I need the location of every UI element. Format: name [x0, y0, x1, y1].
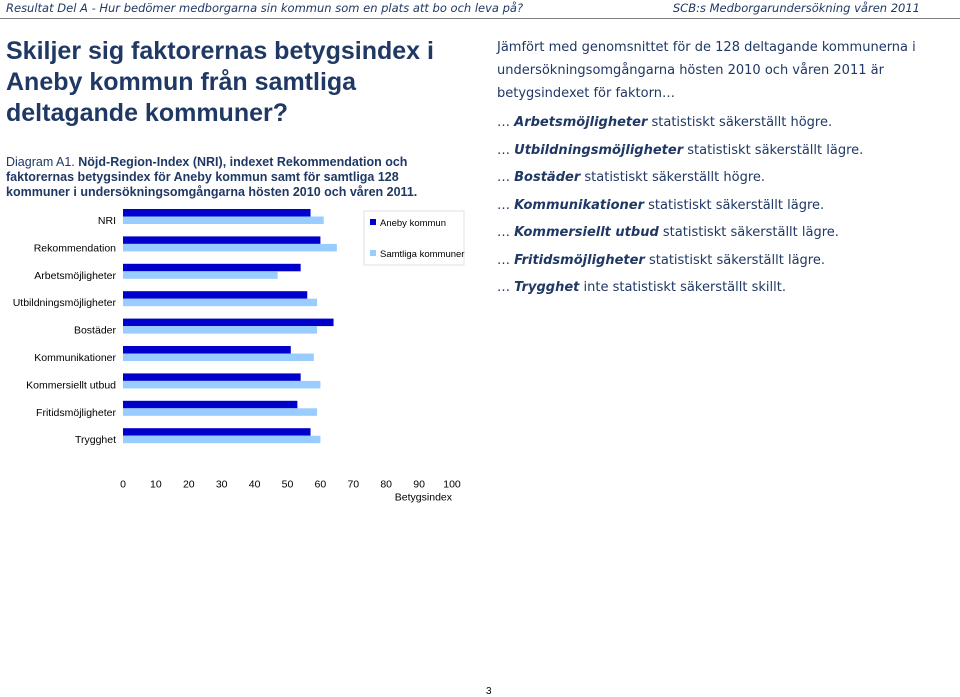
finding-text: statistiskt säkerställt lägre.: [658, 225, 839, 240]
bar-samtliga: [123, 271, 278, 279]
page-title: Skiljer sig faktorernas betygsindex i Aneby kommun från samtliga deltagande kommuner?: [6, 37, 434, 127]
finding-prefix: …: [497, 170, 515, 185]
x-tick-label: 80: [380, 478, 393, 491]
finding-term: Arbetsmöjligheter: [514, 115, 648, 130]
category-label: Fritidsmöjligheter: [36, 406, 116, 419]
bar-aneby: [123, 428, 311, 436]
legend-swatch: [370, 250, 376, 256]
x-tick-label: 30: [215, 478, 228, 491]
bar-samtliga: [123, 244, 337, 252]
x-tick-label: 40: [248, 478, 261, 491]
finding-text: statistiskt säkerställt lägre.: [644, 252, 825, 268]
bar-aneby: [123, 236, 320, 244]
bar-samtliga: [123, 217, 324, 225]
bar-samtliga: [123, 408, 317, 416]
x-axis-label: Betygsindex: [394, 491, 452, 504]
finding-item: [497, 278, 942, 298]
bar-samtliga: [123, 381, 320, 389]
x-tick-label: 70: [347, 478, 360, 491]
chart-caption: [6, 155, 456, 200]
category-label: Rekommendation: [33, 242, 116, 255]
category-label: Arbetsmöjligheter: [34, 269, 116, 282]
bar-samtliga: [123, 436, 320, 444]
finding-item: [497, 251, 942, 271]
finding-prefix: …: [497, 142, 515, 158]
category-label: Trygghet: [74, 434, 116, 447]
finding-term: Trygghet: [514, 280, 580, 295]
legend-swatch: [370, 219, 376, 225]
bar-samtliga: [123, 326, 317, 334]
finding-text: statistiskt säkerställt högre.: [580, 170, 766, 185]
category-label: Utbildningsmöjligheter: [12, 297, 116, 310]
finding-prefix: …: [497, 197, 515, 213]
bar-aneby: [123, 401, 297, 409]
x-tick-label: 50: [281, 478, 294, 491]
finding-text: inte statistiskt säkerställt skillt.: [579, 280, 786, 295]
caption-text: Nöjd-Region-Index (NRI), indexet Rekommendation och faktorernas betygsindex för Aneby kommun samt för samtliga 128 kommuner i undersökningsomgångarna hösten 2010 och våren 2011.: [6, 155, 418, 199]
bar-aneby: [123, 264, 301, 272]
finding-term: Bostäder: [514, 170, 581, 185]
bar-aneby: [123, 346, 291, 354]
finding-item: [497, 223, 942, 243]
bar-aneby: [123, 209, 311, 217]
bar-aneby: [123, 319, 334, 327]
x-tick-label: 90: [413, 478, 425, 491]
bar-samtliga: [123, 299, 317, 307]
x-tick-label: 0: [120, 478, 126, 491]
bar-aneby: [123, 373, 301, 381]
finding-term: Kommunikationer: [514, 197, 644, 213]
findings-panel: [497, 36, 942, 306]
legend-label: Aneby kommun: [380, 218, 447, 229]
finding-item: [497, 113, 942, 133]
finding-term: Utbildningsmöjligheter: [514, 142, 684, 158]
legend-label: Samtliga kommuner: [380, 249, 465, 260]
bar-aneby: [123, 291, 307, 299]
page-header: [0, 0, 960, 19]
caption-label: Diagram A1.: [6, 155, 75, 169]
finding-item: [497, 196, 942, 216]
header-left-text: Resultat Del A - Hur bedömer medborgarna sin kommun som en plats att bo och leva på?: [6, 1, 524, 15]
category-label: Kommunikationer: [34, 352, 116, 364]
finding-item: [497, 168, 942, 188]
x-tick-label: 100: [443, 478, 461, 491]
findings-list: [497, 113, 942, 298]
page-number: 3: [486, 686, 492, 697]
x-tick-label: 60: [314, 478, 327, 491]
category-label: NRI: [97, 215, 116, 227]
finding-text: statistiskt säkerställt högre.: [647, 115, 833, 130]
bar-samtliga: [123, 354, 314, 362]
x-tick-label: 10: [150, 478, 162, 491]
findings-intro: Jämfört med genomsnittet för de 128 deltagande kommunerna i undersökningsomgångarna hösten 2010 och våren 2011 är betygsindexet för faktorn…: [497, 40, 916, 101]
finding-term: Kommersiellt utbud: [514, 225, 659, 240]
finding-text: statistiskt säkerställt lägre.: [644, 197, 825, 213]
x-tick-label: 20: [182, 478, 195, 491]
finding-term: Fritidsmöjligheter: [514, 252, 645, 268]
category-label: Kommersiellt utbud: [26, 379, 116, 392]
finding-prefix: …: [497, 225, 515, 240]
finding-prefix: …: [497, 252, 515, 268]
finding-prefix: …: [497, 280, 515, 295]
finding-text: statistiskt säkerställt lägre.: [683, 142, 864, 158]
finding-prefix: …: [497, 115, 515, 130]
finding-item: [497, 141, 942, 161]
bar-chart: [0, 205, 470, 504]
category-label: Bostäder: [73, 324, 116, 337]
header-right-text: SCB:s Medborgarundersökning våren 2011: [672, 1, 920, 15]
